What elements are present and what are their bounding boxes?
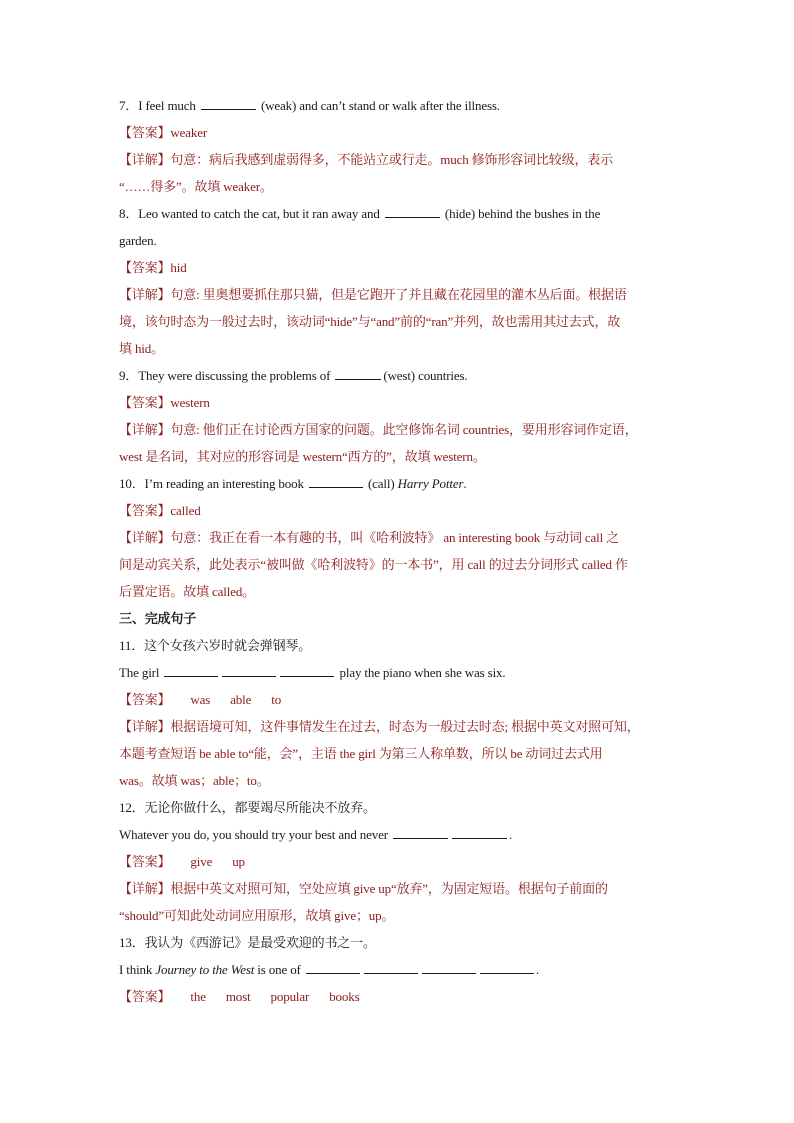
q8-text-pre: 8．Leo wanted to catch the cat, but it ran away and	[119, 206, 383, 221]
q8-detail-line-3: 填 hid。	[119, 341, 164, 356]
q10-text-post: (call)	[364, 476, 398, 491]
detail-text: 句意：我正在看一本有趣的书，叫《哈利波特》 an interesting book 与动词 call 之	[170, 530, 620, 545]
book-title: Harry Potter	[397, 476, 464, 491]
q8-detail-line-2: 境，该句时态为一般过去时，该动词“hide”与“and”前的“ran”并列，故也需用其过去式，故	[119, 314, 621, 329]
answer-word: to	[271, 692, 282, 707]
answer-word: up	[232, 854, 245, 869]
q12-detail-line-2: “should”可知此处动词应用原形，故填 give；up。	[119, 908, 395, 923]
q7-text-pre: 7．I feel much	[119, 98, 199, 113]
q8-answer	[119, 254, 679, 281]
answer-blank	[385, 204, 440, 218]
q13-text-pre: I think	[119, 962, 156, 977]
answer-word: popular	[270, 989, 310, 1004]
q9-detail-line-2: west 是名词，其对应的形容词是 western“西方的”，故填 western。	[119, 449, 486, 464]
q13-answer	[119, 983, 679, 1010]
q9-answer	[119, 389, 679, 416]
q8-text-post: (hide) behind the bushes in the	[441, 206, 601, 221]
question-8	[119, 200, 679, 227]
q9-text-pre: 9．They were discussing the problems of	[119, 368, 334, 383]
q10-text-end: .	[463, 476, 467, 491]
question-11-chinese: 11．这个女孩六岁时就会弹钢琴。	[119, 638, 312, 653]
q13-text-mid: is one of	[254, 962, 304, 977]
q7-detail-line-1	[119, 146, 679, 173]
question-13	[119, 956, 679, 983]
answer-blank	[364, 960, 418, 974]
answer-blank	[309, 474, 363, 488]
q12-text-pre: Whatever you do, you should try your best and never	[119, 827, 391, 842]
answer-value: western	[170, 395, 210, 410]
q10-answer	[119, 497, 679, 524]
answer-word: able	[230, 692, 252, 707]
question-10	[119, 470, 679, 497]
q11-detail-line-2: 本题考查短语 be able to“能，会”，主语 the girl 为第三人称单数，所以 be 动词过去式用	[119, 746, 603, 761]
q13-text-post: .	[535, 962, 539, 977]
answer-tag: 【答案】	[119, 125, 171, 140]
detail-text: 根据中英文对照可知，空处应填 give up“放弃”，为固定短语。根据句子前面的	[170, 881, 608, 896]
q8-detail-line-1	[119, 281, 679, 308]
answer-tag: 【答案】	[119, 854, 171, 869]
detail-text: 根据语境可知，这件事情发生在过去，时态为一般过去时态; 根据中英文对照可知，	[170, 719, 640, 734]
answer-blank	[280, 663, 334, 677]
answer-word: books	[329, 989, 360, 1004]
q7-answer	[119, 119, 679, 146]
q10-detail-line-2: 间是动宾关系，此处表示“被叫做《哈利波特》的一本书”，用 call 的过去分词形式 called 作	[119, 557, 628, 572]
detail-text: 句意: 他们正在讨论西方国家的问题。此空修饰名词 countries，要用形容词作定语，	[170, 422, 638, 437]
answer-blank	[452, 825, 507, 839]
q10-detail-line-1	[119, 524, 679, 551]
detail-tag: 【详解】	[119, 422, 171, 437]
answer-value: called	[170, 503, 201, 518]
q12-answer	[119, 848, 679, 875]
q11-detail-line-3: was。故填 was；able；to。	[119, 773, 270, 788]
answer-value: weaker	[170, 125, 208, 140]
q7-detail-line-2: “……得多”。故填 weaker。	[119, 179, 273, 194]
question-9	[119, 362, 679, 389]
question-12-chinese: 12．无论你做什么，都要竭尽所能决不放弃。	[119, 800, 376, 815]
answer-blank	[201, 96, 256, 110]
q9-detail-line-1	[119, 416, 679, 443]
section-heading: 三、完成句子	[119, 611, 197, 626]
q11-answer	[119, 686, 679, 713]
answer-blank	[335, 366, 381, 380]
answer-tag: 【答案】	[119, 260, 171, 275]
q12-text-post: .	[509, 827, 513, 842]
answer-value: hid	[170, 260, 187, 275]
answer-word: was	[190, 692, 211, 707]
answer-word: most	[225, 989, 251, 1004]
detail-text: 句意：病后我感到虚弱得多，不能站立或行走。much 修饰形容词比较级，表示	[170, 152, 613, 167]
q7-text-post: (weak) and can’t stand or walk after the illness.	[257, 98, 500, 113]
answer-blank	[422, 960, 476, 974]
answer-blank	[164, 663, 218, 677]
q12-detail-line-1	[119, 875, 679, 902]
detail-tag: 【详解】	[119, 719, 171, 734]
question-7	[119, 92, 679, 119]
question-13-chinese: 13．我认为《西游记》是最受欢迎的书之一。	[119, 935, 376, 950]
detail-tag: 【详解】	[119, 287, 171, 302]
q10-text-pre: 10．I’m reading an interesting book	[119, 476, 307, 491]
answer-tag: 【答案】	[119, 503, 171, 518]
detail-tag: 【详解】	[119, 152, 171, 167]
detail-tag: 【详解】	[119, 530, 171, 545]
q11-text-pre: The girl	[119, 665, 163, 680]
answer-word: the	[190, 989, 206, 1004]
q11-detail-line-1	[119, 713, 679, 740]
question-12	[119, 821, 679, 848]
q11-text-post: play the piano when she was six.	[336, 665, 506, 680]
book-title: Journey to the West	[155, 962, 255, 977]
question-8-line-2: garden.	[119, 233, 157, 248]
question-11	[119, 659, 679, 686]
worksheet-page	[119, 92, 679, 1010]
answer-tag: 【答案】	[119, 395, 171, 410]
answer-tag: 【答案】	[119, 989, 171, 1004]
answer-blank	[222, 663, 276, 677]
detail-text: 句意: 里奥想要抓住那只猫，但是它跑开了并且藏在花园里的灌木丛后面。根据语	[170, 287, 627, 302]
q9-text-post: (west) countries.	[383, 368, 468, 383]
answer-blank	[306, 960, 360, 974]
answer-blank	[480, 960, 534, 974]
answer-blank	[393, 825, 448, 839]
answer-word: give	[190, 854, 213, 869]
detail-tag: 【详解】	[119, 881, 171, 896]
q10-detail-line-3: 后置定语。故填 called。	[119, 584, 256, 599]
answer-tag: 【答案】	[119, 692, 171, 707]
